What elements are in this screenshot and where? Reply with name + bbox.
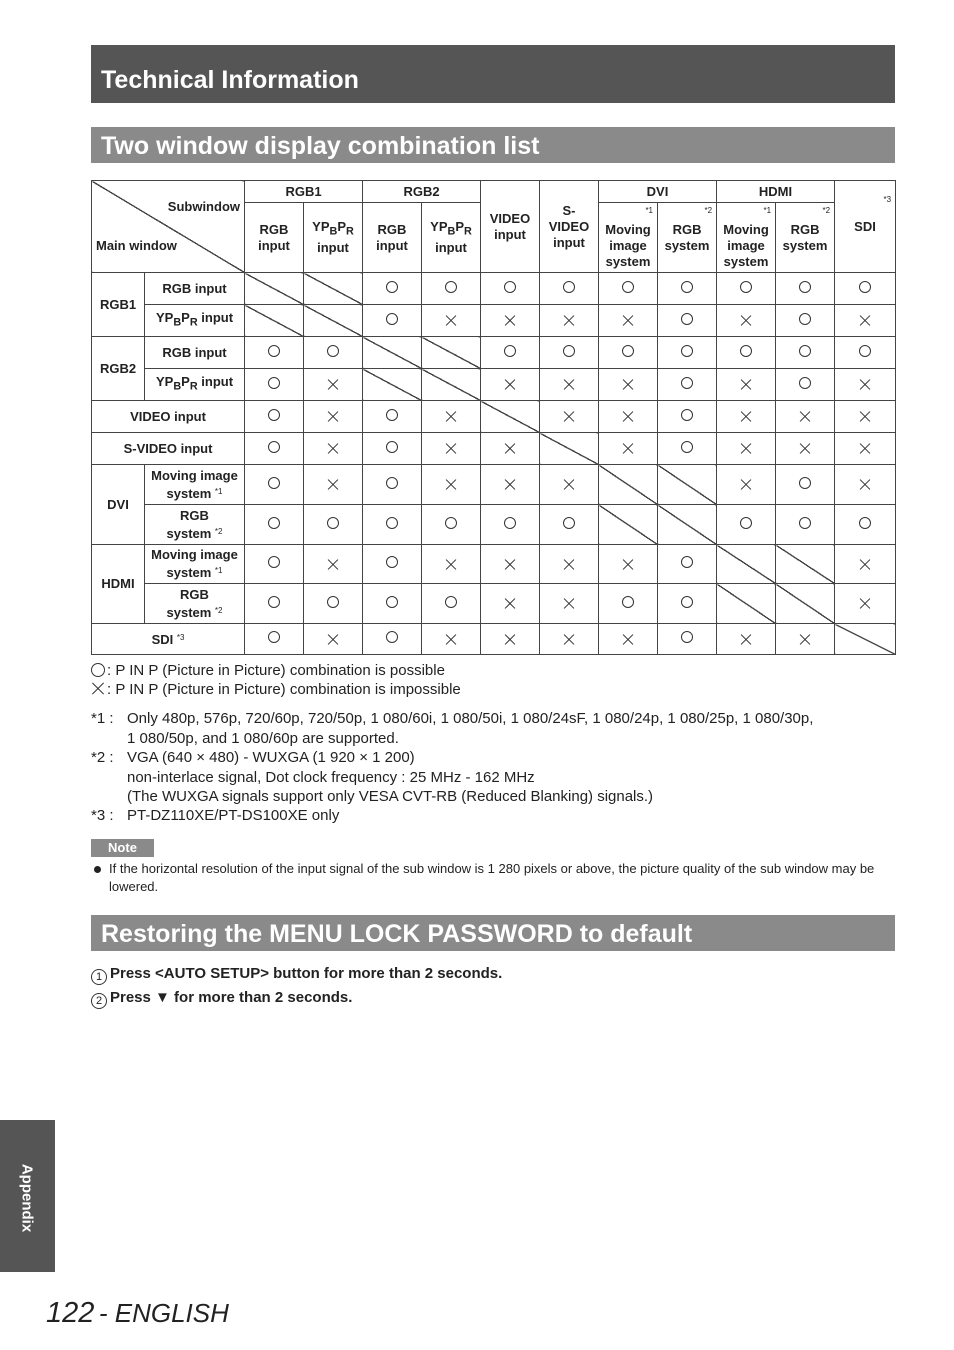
cross-icon	[622, 559, 634, 571]
combination-possible-cell	[599, 584, 658, 624]
circle-icon	[799, 377, 811, 389]
combination-possible-cell	[835, 337, 896, 369]
row-group-dvi: DVI	[92, 465, 145, 545]
combination-possible-cell	[363, 401, 422, 433]
combination-impossible-cell	[717, 401, 776, 433]
combination-impossible-cell	[304, 369, 363, 401]
col-header-rgb2-rgb-input: RGB input	[363, 203, 422, 273]
header-title: Technical Information	[101, 66, 359, 94]
not-applicable-cell	[776, 545, 835, 584]
circle-icon	[386, 281, 398, 293]
combination-possible-cell	[245, 369, 304, 401]
combination-impossible-cell	[422, 305, 481, 337]
col-header-sdi: *3 SDI	[835, 181, 896, 273]
combination-possible-cell	[304, 505, 363, 545]
combination-possible-cell	[658, 624, 717, 655]
not-applicable-cell	[717, 545, 776, 584]
cross-icon	[445, 479, 457, 491]
circle-icon	[327, 517, 339, 529]
combination-table	[91, 180, 896, 655]
row-header-dvi-moving-image: Moving image system $^{*1}$	[145, 465, 245, 505]
not-applicable-cell	[304, 273, 363, 305]
combination-impossible-cell	[540, 369, 599, 401]
cross-icon	[504, 598, 516, 610]
not-applicable-cell	[717, 584, 776, 624]
cross-icon	[740, 479, 752, 491]
footnote-1: *1 : Only 480p, 576p, 720/60p, 720/50p, 1 080/60i, 1 080/50i, 1 080/24sF, 1 080/24p, 1 080/25p, 1 080/30p, 1 080/50p, and 1 080/60p are supported.	[91, 710, 814, 747]
cross-icon	[445, 411, 457, 423]
not-applicable-cell	[599, 505, 658, 545]
cross-icon	[504, 379, 516, 391]
cross-icon	[563, 634, 575, 646]
circle-icon	[799, 345, 811, 357]
not-applicable-cell	[422, 369, 481, 401]
combination-impossible-cell	[599, 545, 658, 584]
col-group-hdmi: HDMI	[717, 181, 835, 203]
cross-icon	[327, 379, 339, 391]
circle-icon	[268, 409, 280, 421]
combination-impossible-cell	[540, 624, 599, 655]
row-header-sdi: SDI $^{*3}$	[92, 624, 245, 655]
row-header-dvi-rgb-system: RGB system $^{*2}$	[145, 505, 245, 545]
cross-icon	[859, 479, 871, 491]
combination-impossible-cell	[481, 465, 540, 505]
circle-icon	[859, 517, 871, 529]
combination-impossible-cell	[776, 433, 835, 465]
col-group-dvi: DVI	[599, 181, 717, 203]
not-applicable-cell	[540, 433, 599, 465]
combination-impossible-cell	[599, 305, 658, 337]
combination-possible-cell	[658, 401, 717, 433]
combination-possible-cell	[422, 584, 481, 624]
col-group-rgb1: RGB1	[245, 181, 363, 203]
combination-possible-cell	[776, 305, 835, 337]
circle-icon	[504, 345, 516, 357]
circle-icon	[386, 313, 398, 325]
combination-possible-cell	[717, 337, 776, 369]
combination-possible-cell	[835, 505, 896, 545]
combination-impossible-cell	[599, 624, 658, 655]
circle-icon	[681, 556, 693, 568]
circle-icon	[799, 281, 811, 293]
cross-icon	[563, 411, 575, 423]
col-header-video-input: VIDEO input	[481, 181, 540, 273]
combination-possible-cell	[363, 505, 422, 545]
corner-subwindow-label: Subwindow	[167, 199, 240, 214]
circle-icon	[386, 441, 398, 453]
combination-possible-cell	[658, 584, 717, 624]
circle-icon	[445, 517, 457, 529]
cross-icon	[563, 559, 575, 571]
col-header-hdmi-moving-image: *1 Moving image system	[717, 203, 776, 273]
row-header-hdmi-moving-image: Moving image system $^{*1}$	[145, 545, 245, 584]
combination-impossible-cell	[481, 545, 540, 584]
page-language: - ENGLISH	[98, 1298, 229, 1328]
note-label: Note	[91, 839, 154, 857]
not-applicable-cell	[304, 305, 363, 337]
cross-icon	[445, 443, 457, 455]
combination-possible-cell	[481, 505, 540, 545]
circle-icon	[740, 517, 752, 529]
circle-icon	[268, 556, 280, 568]
not-applicable-cell	[658, 505, 717, 545]
row-header-video-input: VIDEO input	[92, 401, 245, 433]
circle-icon	[740, 281, 752, 293]
cross-icon	[504, 479, 516, 491]
combination-impossible-cell	[599, 401, 658, 433]
combination-possible-cell	[776, 505, 835, 545]
combination-possible-cell	[422, 505, 481, 545]
cross-icon	[563, 598, 575, 610]
circle-icon	[563, 281, 575, 293]
combination-impossible-cell	[540, 305, 599, 337]
cross-icon	[740, 315, 752, 327]
combination-possible-cell	[658, 433, 717, 465]
cross-icon	[799, 634, 811, 646]
circle-icon	[681, 345, 693, 357]
cross-icon	[445, 559, 457, 571]
combination-possible-cell	[422, 273, 481, 305]
cross-icon	[622, 315, 634, 327]
row-header-rgb2-ypbpr-input: $YP_BP_R$ input	[145, 369, 245, 401]
combination-possible-cell	[245, 584, 304, 624]
combination-impossible-cell	[835, 401, 896, 433]
circle-icon	[563, 517, 575, 529]
cross-icon	[740, 634, 752, 646]
circle-icon	[268, 596, 280, 608]
combination-possible-cell	[776, 337, 835, 369]
not-applicable-cell	[658, 465, 717, 505]
footnote-2: *2 : VGA (640 × 480) - WUXGA (1 920 × 1 200) non-interlace signal, Dot clock frequency : 25 MHz - 162 MHz (The WUXGA signals support only VESA CVT-RB (Reduced Blanking) signals.)	[91, 749, 654, 805]
step-number-1: 1	[91, 969, 107, 985]
combination-impossible-cell	[422, 465, 481, 505]
combination-possible-cell	[304, 337, 363, 369]
circle-icon	[681, 377, 693, 389]
circle-icon	[268, 345, 280, 357]
legend-impossible: : P IN P (Picture in Picture) combination is impossible	[91, 680, 461, 699]
cross-icon	[504, 315, 516, 327]
row-header-svideo-input: S-VIDEO input	[92, 433, 245, 465]
combination-possible-cell	[245, 337, 304, 369]
combination-impossible-cell	[540, 401, 599, 433]
cross-icon	[799, 443, 811, 455]
row-group-rgb2: RGB2	[92, 337, 145, 401]
combination-possible-cell	[245, 465, 304, 505]
combination-possible-cell	[658, 273, 717, 305]
note-mark: *3	[883, 195, 892, 204]
cross-icon	[563, 479, 575, 491]
section-title-restore: Restoring the MENU LOCK PASSWORD to default	[91, 915, 895, 951]
cross-icon	[859, 598, 871, 610]
circle-icon	[386, 631, 398, 643]
circle-icon	[327, 596, 339, 608]
row-group-rgb1: RGB1	[92, 273, 145, 337]
combination-possible-cell	[658, 545, 717, 584]
circle-icon	[504, 517, 516, 529]
combination-possible-cell	[245, 624, 304, 655]
combination-possible-cell	[540, 505, 599, 545]
combination-possible-cell	[304, 584, 363, 624]
circle-icon	[268, 377, 280, 389]
combination-possible-cell	[363, 624, 422, 655]
circle-icon	[268, 477, 280, 489]
combination-impossible-cell	[776, 624, 835, 655]
combination-impossible-cell	[835, 369, 896, 401]
combination-impossible-cell	[717, 433, 776, 465]
circle-icon	[681, 281, 693, 293]
cross-icon	[740, 443, 752, 455]
circle-icon	[799, 477, 811, 489]
combination-possible-cell	[717, 505, 776, 545]
circle-icon	[563, 345, 575, 357]
page-footer	[46, 1297, 229, 1330]
combination-possible-cell	[658, 305, 717, 337]
col-header-dvi-moving-image: *1 Moving image system	[599, 203, 658, 273]
combination-impossible-cell	[717, 465, 776, 505]
row-group-hdmi: HDMI	[92, 545, 145, 624]
step-2: 2 Press ▼ for more than 2 seconds.	[91, 989, 352, 1009]
cross-icon	[859, 443, 871, 455]
cross-icon	[859, 411, 871, 423]
not-applicable-cell	[245, 273, 304, 305]
combination-impossible-cell	[481, 305, 540, 337]
col-header-rgb1-ypbpr-input: $YP_BP_R$ input	[304, 203, 363, 273]
combination-possible-cell	[363, 305, 422, 337]
cross-icon	[622, 411, 634, 423]
cross-icon	[859, 559, 871, 571]
combination-possible-cell	[658, 337, 717, 369]
circle-icon	[386, 477, 398, 489]
not-applicable-cell	[776, 584, 835, 624]
combination-impossible-cell	[304, 401, 363, 433]
cross-icon	[859, 379, 871, 391]
combination-impossible-cell	[835, 584, 896, 624]
combination-impossible-cell	[599, 369, 658, 401]
circle-icon	[386, 556, 398, 568]
circle-icon	[681, 409, 693, 421]
combination-impossible-cell	[540, 584, 599, 624]
combination-possible-cell	[363, 545, 422, 584]
cross-icon	[563, 315, 575, 327]
not-applicable-cell	[245, 305, 304, 337]
combination-impossible-cell	[540, 545, 599, 584]
step-1: 1 Press <AUTO SETUP> button for more than 2 seconds.	[91, 965, 502, 985]
cross-icon	[740, 379, 752, 391]
combination-impossible-cell	[304, 545, 363, 584]
combination-impossible-cell	[717, 305, 776, 337]
circle-icon	[622, 281, 634, 293]
combination-possible-cell	[481, 273, 540, 305]
combination-possible-cell	[776, 273, 835, 305]
circle-icon	[268, 441, 280, 453]
combination-impossible-cell	[599, 433, 658, 465]
row-header-rgb2-rgb-input: RGB input	[145, 337, 245, 369]
not-applicable-cell	[599, 465, 658, 505]
combination-impossible-cell	[540, 465, 599, 505]
corner-main-window-label: Main window	[96, 238, 177, 253]
cross-icon	[622, 379, 634, 391]
section-title-combination: Two window display combination list	[91, 127, 895, 163]
col-header-svideo-input: S- VIDEO input	[540, 181, 599, 273]
circle-icon	[799, 313, 811, 325]
not-applicable-cell	[363, 337, 422, 369]
cross-icon	[327, 443, 339, 455]
cross-icon	[622, 634, 634, 646]
cross-icon	[504, 634, 516, 646]
cross-icon	[859, 315, 871, 327]
legend-possible: : P IN P (Picture in Picture) combination is possible	[91, 661, 445, 680]
combination-impossible-cell	[835, 305, 896, 337]
combination-impossible-cell	[776, 401, 835, 433]
combination-impossible-cell	[304, 433, 363, 465]
page-number: 122	[46, 1297, 95, 1329]
combination-possible-cell	[245, 545, 304, 584]
circle-icon	[622, 345, 634, 357]
col-header-hdmi-rgb-system: *2 RGB system	[776, 203, 835, 273]
combination-possible-cell	[363, 433, 422, 465]
table-corner	[92, 181, 245, 273]
circle-icon	[91, 663, 105, 677]
circle-icon	[386, 596, 398, 608]
col-group-rgb2: RGB2	[363, 181, 481, 203]
combination-possible-cell	[363, 584, 422, 624]
circle-icon	[799, 517, 811, 529]
combination-possible-cell	[363, 273, 422, 305]
col-header-dvi-rgb-system: *2 RGB system	[658, 203, 717, 273]
combination-impossible-cell	[481, 624, 540, 655]
cross-icon	[445, 634, 457, 646]
cross-icon	[327, 411, 339, 423]
not-applicable-cell	[363, 369, 422, 401]
combination-possible-cell	[599, 337, 658, 369]
circle-icon	[445, 281, 457, 293]
combination-impossible-cell	[304, 465, 363, 505]
combination-impossible-cell	[422, 545, 481, 584]
cross-icon	[91, 682, 105, 696]
circle-icon	[681, 631, 693, 643]
cross-icon	[563, 379, 575, 391]
combination-impossible-cell	[835, 545, 896, 584]
circle-icon	[681, 313, 693, 325]
combination-impossible-cell	[304, 624, 363, 655]
cross-icon	[504, 559, 516, 571]
combination-impossible-cell	[717, 369, 776, 401]
combination-possible-cell	[481, 337, 540, 369]
combination-possible-cell	[363, 465, 422, 505]
col-header-rgb2-ypbpr-input: $YP_BP_R$ input	[422, 203, 481, 273]
circle-icon	[504, 281, 516, 293]
note-text: If the horizontal resolution of the input signal of the sub window is 1 280 pixels or above, the picture quality of the sub window may be lowered.	[91, 860, 881, 896]
circle-icon	[859, 281, 871, 293]
bullet-icon	[94, 866, 101, 873]
col-header-rgb1-rgb-input: RGB input	[245, 203, 304, 273]
circle-icon	[740, 345, 752, 357]
page-header	[91, 45, 895, 103]
cross-icon	[740, 411, 752, 423]
combination-impossible-cell	[835, 433, 896, 465]
cross-icon	[327, 634, 339, 646]
combination-possible-cell	[776, 465, 835, 505]
combination-possible-cell	[245, 505, 304, 545]
circle-icon	[681, 441, 693, 453]
appendix-tab-label: Appendix	[18, 1163, 36, 1233]
appendix-tab	[0, 1120, 55, 1272]
combination-possible-cell	[776, 369, 835, 401]
combination-impossible-cell	[422, 624, 481, 655]
combination-impossible-cell	[422, 433, 481, 465]
step-number-2: 2	[91, 993, 107, 1009]
combination-impossible-cell	[422, 401, 481, 433]
combination-impossible-cell	[835, 465, 896, 505]
row-header-rgb1-rgb-input: RGB input	[145, 273, 245, 305]
row-header-rgb1-ypbpr-input: $YP_BP_R$ input	[145, 305, 245, 337]
combination-possible-cell	[717, 273, 776, 305]
combination-possible-cell	[835, 273, 896, 305]
cross-icon	[622, 443, 634, 455]
not-applicable-cell	[422, 337, 481, 369]
cross-icon	[327, 479, 339, 491]
circle-icon	[681, 596, 693, 608]
row-header-hdmi-rgb-system: RGB system $^{*2}$	[145, 584, 245, 624]
combination-possible-cell	[245, 401, 304, 433]
combination-possible-cell	[245, 433, 304, 465]
not-applicable-cell	[835, 624, 896, 655]
footnote-3: *3 : PT-DZ110XE/PT-DS100XE only	[91, 807, 340, 824]
combination-impossible-cell	[481, 369, 540, 401]
circle-icon	[386, 409, 398, 421]
cross-icon	[327, 559, 339, 571]
cross-icon	[504, 443, 516, 455]
cross-icon	[799, 411, 811, 423]
circle-icon	[268, 517, 280, 529]
combination-impossible-cell	[717, 624, 776, 655]
combination-impossible-cell	[481, 584, 540, 624]
circle-icon	[268, 631, 280, 643]
circle-icon	[622, 596, 634, 608]
circle-icon	[327, 345, 339, 357]
combination-impossible-cell	[481, 433, 540, 465]
circle-icon	[445, 596, 457, 608]
combination-possible-cell	[599, 273, 658, 305]
circle-icon	[386, 517, 398, 529]
not-applicable-cell	[481, 401, 540, 433]
combination-possible-cell	[540, 337, 599, 369]
combination-possible-cell	[658, 369, 717, 401]
cross-icon	[445, 315, 457, 327]
combination-possible-cell	[540, 273, 599, 305]
circle-icon	[859, 345, 871, 357]
